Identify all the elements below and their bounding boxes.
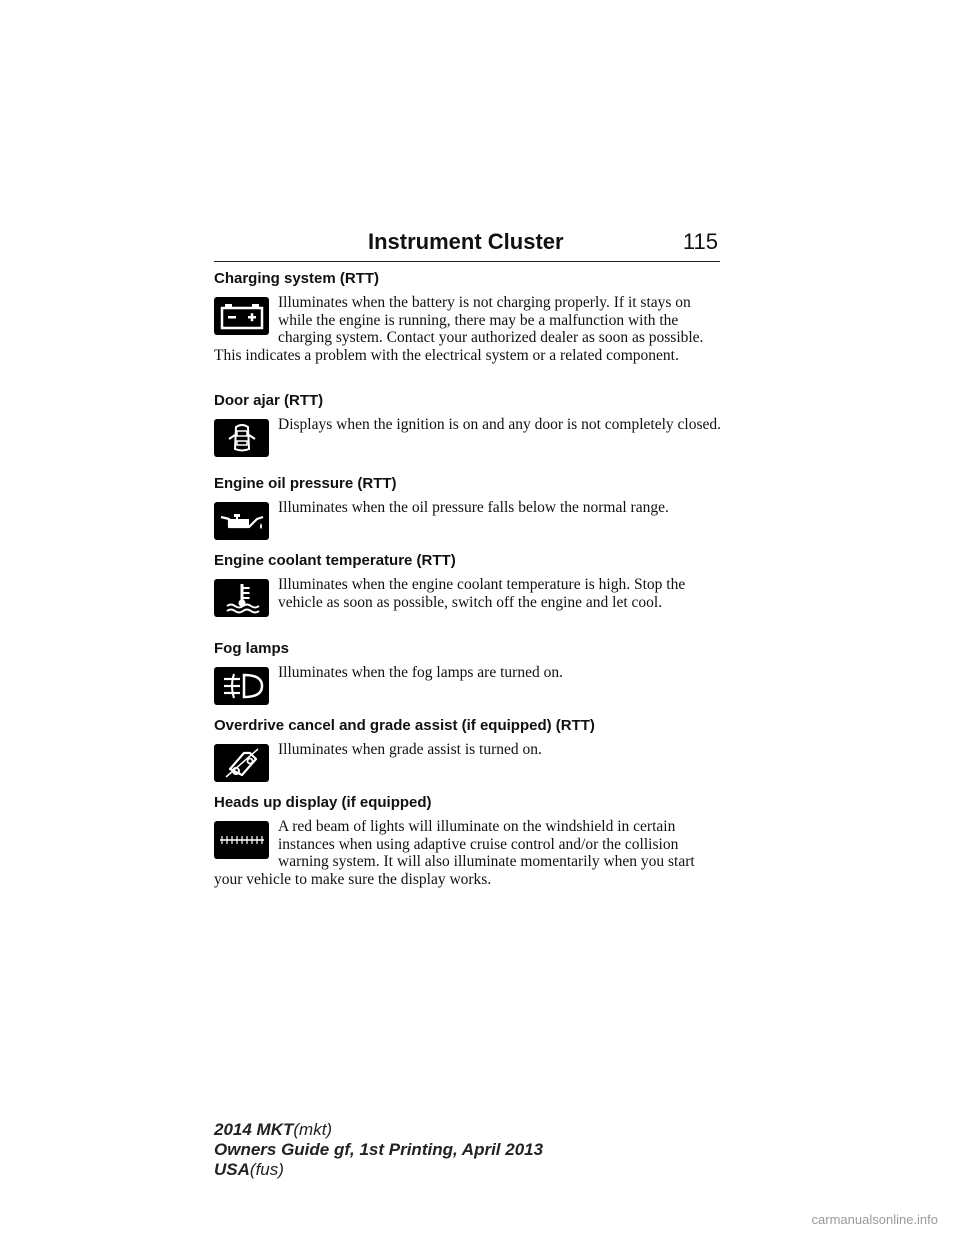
- section-title: Engine coolant temperature (RTT): [214, 552, 456, 569]
- section-fog-lamps: [214, 640, 724, 707]
- grade-assist-icon: [214, 744, 269, 782]
- section-title: Fog lamps: [214, 640, 290, 657]
- heads-up-display-icon: [214, 821, 269, 859]
- page-title: Instrument Cluster: [368, 229, 564, 254]
- footer-line-2: Owners Guide gf, 1st Printing, April 2013: [214, 1140, 544, 1159]
- section-grade-assist: [214, 717, 724, 784]
- section-description: Illuminates when the oil pressure falls below the normal range.: [278, 499, 669, 516]
- page-header: [214, 227, 720, 262]
- section-charging-system: [214, 270, 724, 364]
- section-title: Charging system (RTT): [214, 270, 380, 287]
- footer-line-3: USA(fus): [214, 1160, 284, 1179]
- section-description: Displays when the ignition is on and any door is not completely closed.: [278, 416, 721, 433]
- document-footer: [214, 1120, 543, 1180]
- section-engine-oil-pressure: [214, 475, 724, 542]
- section-description: Illuminates when the fog lamps are turned on.: [278, 664, 563, 681]
- section-heads-up-display: [214, 794, 724, 888]
- section-description: Illuminates when the battery is not charging properly. If it stays on while the engine is running, there may be a malfunction with the charging system. Contact your authorized dealer as soon as possible. This indicates a problem with the electrical system or a related component.: [214, 294, 704, 364]
- section-door-ajar: [214, 392, 724, 459]
- section-description: Illuminates when grade assist is turned on.: [278, 741, 542, 758]
- battery-icon: [214, 297, 269, 335]
- section-description: A red beam of lights will illuminate on the windshield in certain instances when using adaptive cruise control and/or the collision warning system. It will also illuminate momentarily when you start your vehicle to make sure the display works.: [214, 818, 695, 888]
- section-engine-coolant-temperature: [214, 552, 724, 619]
- section-title: Door ajar (RTT): [214, 392, 324, 409]
- footer-line-1: 2014 MKT(mkt): [214, 1120, 333, 1139]
- fog-lamp-icon: [214, 667, 269, 705]
- section-title: Overdrive cancel and grade assist (if equipped) (RTT): [214, 717, 595, 734]
- page-number: 115: [682, 229, 718, 254]
- oil-can-icon: [214, 502, 269, 540]
- door-ajar-icon: [214, 419, 269, 457]
- section-title: Heads up display (if equipped): [214, 794, 432, 811]
- section-description: Illuminates when the engine coolant temperature is high. Stop the vehicle as soon as possible, switch off the engine and let cool.: [278, 576, 686, 611]
- coolant-temperature-icon: [214, 579, 269, 617]
- watermark: carmanualsonline.info: [811, 1212, 938, 1227]
- section-title: Engine oil pressure (RTT): [214, 475, 397, 492]
